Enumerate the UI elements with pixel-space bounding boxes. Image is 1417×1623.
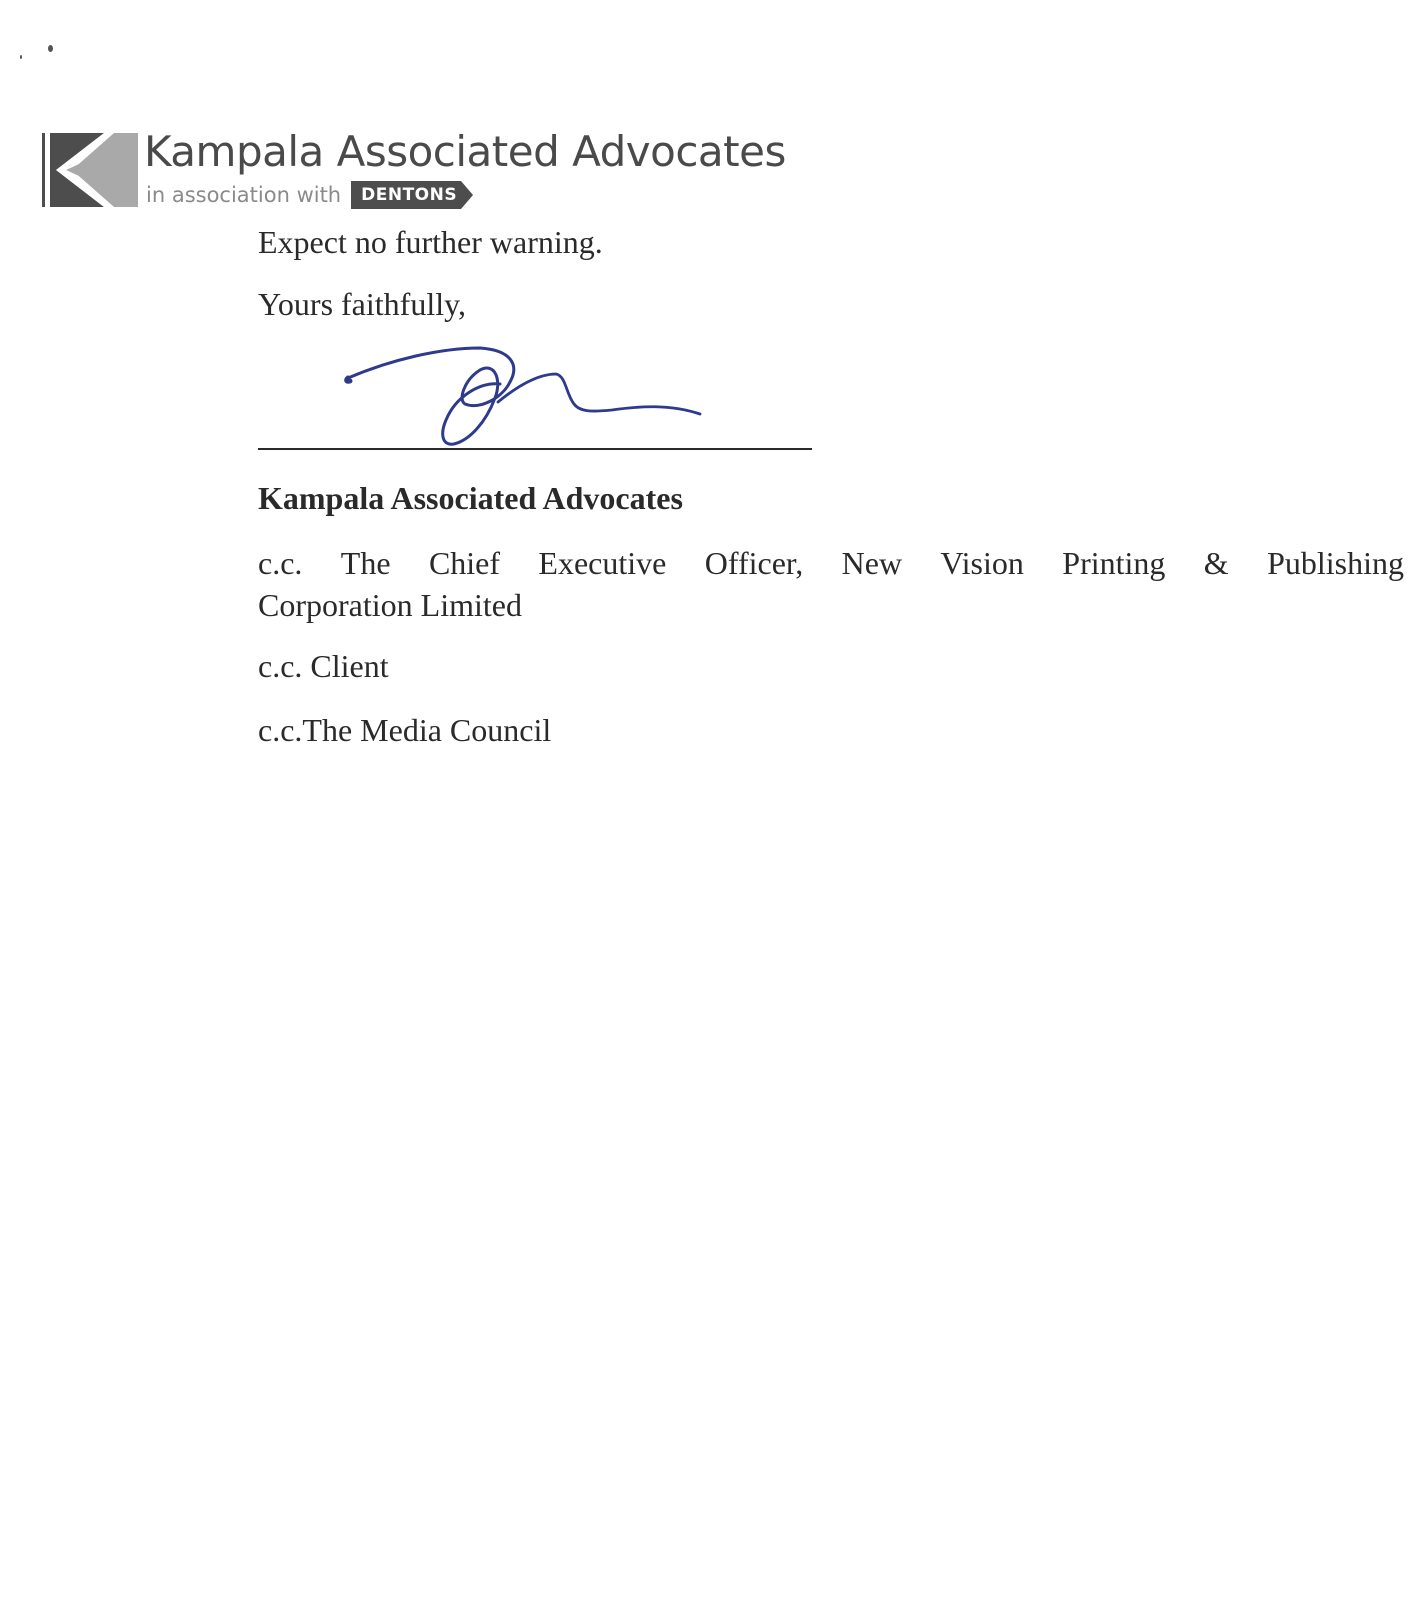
cc-word: Printing: [1062, 545, 1166, 581]
letterhead: [42, 128, 802, 212]
association-text: in association with: [146, 183, 342, 207]
k-chevron-logo-icon: [42, 133, 138, 207]
cc-word: Chief: [428, 545, 501, 581]
cc-word: c.c.: [258, 545, 303, 581]
cc-word: Executive: [538, 545, 667, 581]
dentons-badge-arrow: [461, 181, 473, 209]
handwritten-signature: [330, 340, 730, 450]
cc-word: The: [340, 545, 391, 581]
dentons-badge-label: DENTONS: [351, 181, 461, 209]
letterhead-firm-name: Kampala Associated Advocates: [144, 127, 786, 176]
cc-item-client: c.c. Client: [258, 648, 389, 684]
cc-item-ceo: [258, 542, 1404, 626]
valediction: Yours faithfully,: [258, 286, 467, 322]
signature-line: [258, 448, 812, 450]
closing-warning: Expect no further warning.: [258, 224, 603, 260]
cc-word: Vision: [940, 545, 1024, 581]
cc-item-ceo-line1: [258, 542, 1404, 584]
cc-word: Publishing: [1267, 545, 1404, 581]
scan-speck: [20, 55, 22, 59]
association-line: [146, 180, 473, 210]
signatory-firm: Kampala Associated Advocates: [258, 480, 683, 516]
scan-speck: [48, 45, 53, 52]
cc-item-media-council: c.c.The Media Council: [258, 712, 552, 748]
cc-item-ceo-line2: Corporation Limited: [258, 587, 522, 623]
cc-word: &: [1203, 545, 1229, 581]
cc-word: Officer,: [704, 545, 804, 581]
cc-word: New: [841, 545, 903, 581]
dentons-badge: [351, 181, 473, 209]
